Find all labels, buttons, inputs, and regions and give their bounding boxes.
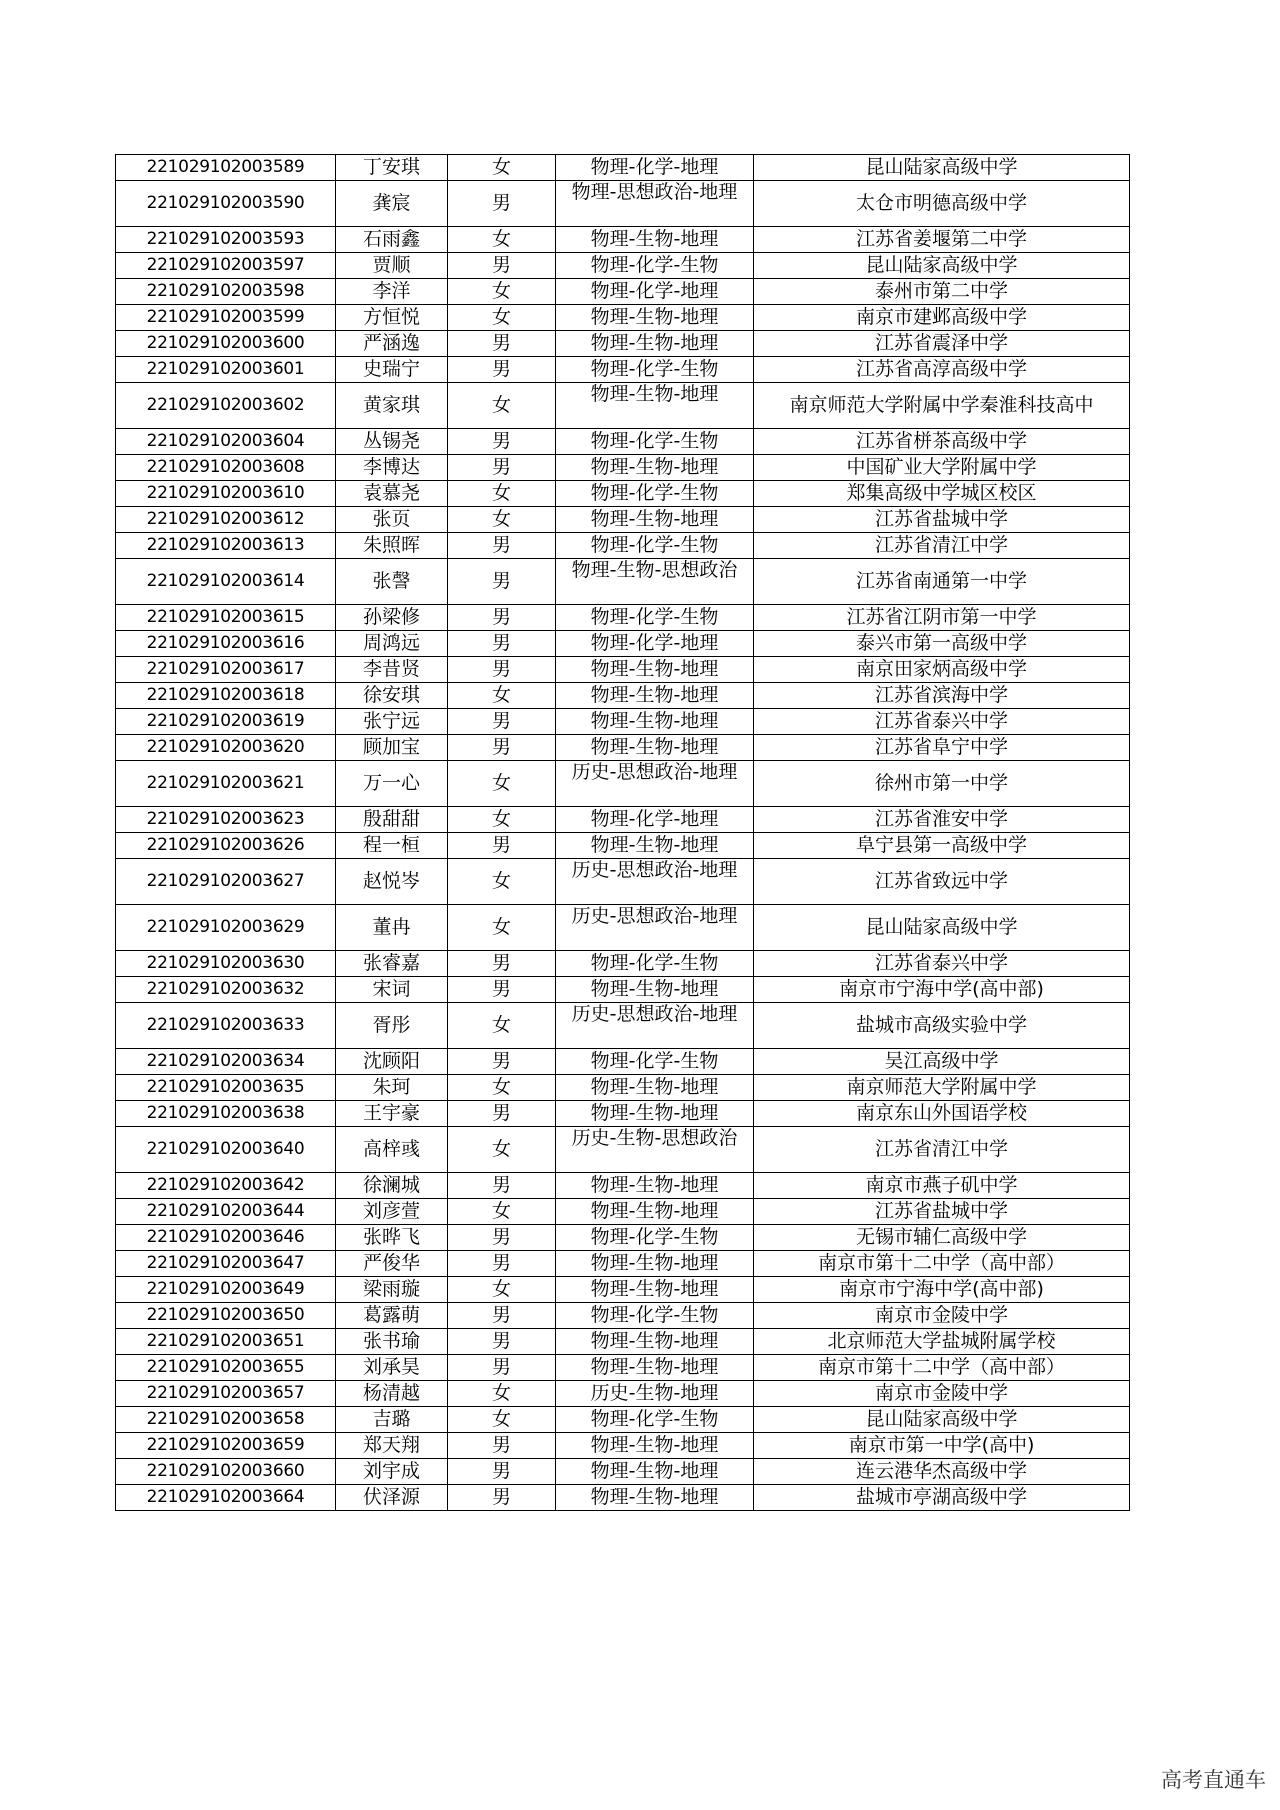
student-name-cell: 李洋 — [336, 279, 448, 305]
subjects-cell: 物理-生物-地理 — [556, 1355, 754, 1381]
student-id-cell: 221029102003647 — [116, 1251, 336, 1277]
subjects-cell: 物理-化学-生物 — [556, 1407, 754, 1433]
school-cell: 南京市金陵中学 — [754, 1303, 1130, 1329]
subjects-cell: 物理-生物-地理 — [556, 1277, 754, 1303]
student-id-cell: 221029102003610 — [116, 481, 336, 507]
subjects-text: 历史-思想政治-地理 — [571, 1004, 738, 1025]
school-cell: 南京市宁海中学(高中部) — [754, 1277, 1130, 1303]
school-cell: 中国矿业大学附属中学 — [754, 455, 1130, 481]
subjects-cell: 物理-化学-地理 — [556, 631, 754, 657]
table-row — [116, 1049, 1130, 1075]
school-cell: 吴江高级中学 — [754, 1049, 1130, 1075]
school-cell: 江苏省清江中学 — [754, 1127, 1130, 1173]
gender-cell: 女 — [448, 227, 556, 253]
student-id-cell: 221029102003602 — [116, 383, 336, 429]
table-row — [116, 1075, 1130, 1101]
table-row — [116, 905, 1130, 951]
school-cell: 江苏省江阴市第一中学 — [754, 605, 1130, 631]
student-id-cell: 221029102003613 — [116, 533, 336, 559]
school-cell: 盐城市亭湖高级中学 — [754, 1485, 1130, 1511]
table-row — [116, 155, 1130, 181]
subjects-cell: 物理-生物-地理 — [556, 455, 754, 481]
student-name-cell: 殷甜甜 — [336, 807, 448, 833]
school-cell: 南京田家炳高级中学 — [754, 657, 1130, 683]
gender-cell: 男 — [448, 429, 556, 455]
student-id-cell: 221029102003619 — [116, 709, 336, 735]
student-name-cell: 李博达 — [336, 455, 448, 481]
student-id-cell: 221029102003633 — [116, 1003, 336, 1049]
subjects-cell: 物理-生物-地理 — [556, 1251, 754, 1277]
gender-cell: 女 — [448, 507, 556, 533]
subjects-text: 历史-生物-思想政治 — [571, 1128, 738, 1149]
table-row — [116, 1251, 1130, 1277]
school-cell: 南京市宁海中学(高中部) — [754, 977, 1130, 1003]
school-cell: 徐州市第一中学 — [754, 761, 1130, 807]
school-cell: 江苏省姜堰第二中学 — [754, 227, 1130, 253]
student-id-cell: 221029102003659 — [116, 1433, 336, 1459]
student-id-cell: 221029102003597 — [116, 253, 336, 279]
table-row — [116, 1485, 1130, 1511]
school-cell: 无锡市辅仁高级中学 — [754, 1225, 1130, 1251]
student-name-cell: 沈顾阳 — [336, 1049, 448, 1075]
gender-cell: 男 — [448, 657, 556, 683]
school-cell: 昆山陆家高级中学 — [754, 155, 1130, 181]
subjects-cell: 物理-化学-地理 — [556, 807, 754, 833]
student-name-cell: 贾顺 — [336, 253, 448, 279]
school-cell: 昆山陆家高级中学 — [754, 905, 1130, 951]
table-row — [116, 833, 1130, 859]
school-cell: 江苏省阜宁中学 — [754, 735, 1130, 761]
school-cell: 南京师范大学附属中学秦淮科技高中 — [754, 383, 1130, 429]
table-row — [116, 357, 1130, 383]
school-cell: 江苏省泰兴中学 — [754, 709, 1130, 735]
gender-cell: 男 — [448, 1433, 556, 1459]
table-row — [116, 683, 1130, 709]
student-name-cell: 徐安琪 — [336, 683, 448, 709]
student-name-cell: 顾加宝 — [336, 735, 448, 761]
school-cell: 江苏省滨海中学 — [754, 683, 1130, 709]
student-name-cell: 朱照晖 — [336, 533, 448, 559]
student-id-cell: 221029102003660 — [116, 1459, 336, 1485]
table-row — [116, 1355, 1130, 1381]
subjects-cell: 物理-生物-地理 — [556, 1485, 754, 1511]
subjects-cell: 物理-化学-生物 — [556, 357, 754, 383]
table-row — [116, 631, 1130, 657]
student-name-cell: 高梓彧 — [336, 1127, 448, 1173]
school-cell: 昆山陆家高级中学 — [754, 1407, 1130, 1433]
student-name-cell: 张宁远 — [336, 709, 448, 735]
student-name-cell: 李昔贤 — [336, 657, 448, 683]
subjects-cell: 物理-生物-地理 — [556, 977, 754, 1003]
student-name-cell: 徐澜城 — [336, 1173, 448, 1199]
school-cell: 北京师范大学盐城附属学校 — [754, 1329, 1130, 1355]
table-row — [116, 253, 1130, 279]
table-row — [116, 331, 1130, 357]
student-id-cell: 221029102003618 — [116, 683, 336, 709]
table-row — [116, 657, 1130, 683]
table-row — [116, 1459, 1130, 1485]
student-name-cell: 刘承昊 — [336, 1355, 448, 1381]
subjects-cell: 物理-化学-生物 — [556, 1303, 754, 1329]
subjects-cell: 物理-生物-地理 — [556, 1459, 754, 1485]
student-name-cell: 龚宸 — [336, 181, 448, 227]
student-name-cell: 葛露萌 — [336, 1303, 448, 1329]
student-id-cell: 221029102003650 — [116, 1303, 336, 1329]
subjects-cell: 物理-生物-地理 — [556, 331, 754, 357]
student-name-cell: 严俊华 — [336, 1251, 448, 1277]
student-id-cell: 221029102003608 — [116, 455, 336, 481]
student-name-cell: 黄家琪 — [336, 383, 448, 429]
student-id-cell: 221029102003655 — [116, 1355, 336, 1381]
school-cell: 江苏省栟茶高级中学 — [754, 429, 1130, 455]
gender-cell: 女 — [448, 1075, 556, 1101]
subjects-cell: 物理-生物-地理 — [556, 1433, 754, 1459]
gender-cell: 男 — [448, 559, 556, 605]
student-name-cell: 程一桓 — [336, 833, 448, 859]
gender-cell: 男 — [448, 1225, 556, 1251]
student-id-cell: 221029102003627 — [116, 859, 336, 905]
subjects-cell: 物理-生物-地理 — [556, 833, 754, 859]
student-id-cell: 221029102003644 — [116, 1199, 336, 1225]
table-row — [116, 807, 1130, 833]
school-cell: 郑集高级中学城区校区 — [754, 481, 1130, 507]
school-cell: 江苏省南通第一中学 — [754, 559, 1130, 605]
table-row — [116, 1303, 1130, 1329]
subjects-cell: 物理-化学-生物 — [556, 533, 754, 559]
student-id-cell: 221029102003623 — [116, 807, 336, 833]
student-name-cell: 朱珂 — [336, 1075, 448, 1101]
gender-cell: 男 — [448, 735, 556, 761]
subjects-text: 历史-思想政治-地理 — [571, 860, 738, 881]
table-row — [116, 1127, 1130, 1173]
student-id-cell: 221029102003612 — [116, 507, 336, 533]
table-row — [116, 383, 1130, 429]
gender-cell: 男 — [448, 455, 556, 481]
gender-cell: 男 — [448, 1173, 556, 1199]
student-id-cell: 221029102003601 — [116, 357, 336, 383]
subjects-cell: 物理-生物-地理 — [556, 507, 754, 533]
gender-cell: 男 — [448, 533, 556, 559]
gender-cell: 女 — [448, 155, 556, 181]
student-id-cell: 221029102003634 — [116, 1049, 336, 1075]
subjects-cell — [556, 1127, 754, 1173]
subjects-text: 物理-生物-思想政治 — [571, 560, 738, 581]
student-name-cell: 梁雨璇 — [336, 1277, 448, 1303]
table-row — [116, 481, 1130, 507]
subjects-cell: 物理-生物-地理 — [556, 305, 754, 331]
student-id-cell: 221029102003598 — [116, 279, 336, 305]
subjects-cell: 物理-生物-地理 — [556, 1075, 754, 1101]
student-name-cell: 张睿嘉 — [336, 951, 448, 977]
student-id-cell: 221029102003589 — [116, 155, 336, 181]
student-name-cell: 张謦 — [336, 559, 448, 605]
table-row — [116, 1003, 1130, 1049]
table-row — [116, 305, 1130, 331]
table-row — [116, 1225, 1130, 1251]
school-cell: 江苏省致远中学 — [754, 859, 1130, 905]
student-name-cell: 袁慕尧 — [336, 481, 448, 507]
subjects-cell: 物理-化学-地理 — [556, 279, 754, 305]
gender-cell: 女 — [448, 305, 556, 331]
table-row — [116, 429, 1130, 455]
gender-cell: 女 — [448, 279, 556, 305]
student-id-cell: 221029102003664 — [116, 1485, 336, 1511]
subjects-cell — [556, 761, 754, 807]
table-row — [116, 735, 1130, 761]
student-id-cell: 221029102003651 — [116, 1329, 336, 1355]
gender-cell: 男 — [448, 253, 556, 279]
student-name-cell: 伏泽源 — [336, 1485, 448, 1511]
student-name-cell: 丁安琪 — [336, 155, 448, 181]
student-name-cell: 孙梁修 — [336, 605, 448, 631]
table-row — [116, 1407, 1130, 1433]
gender-cell: 女 — [448, 1407, 556, 1433]
school-cell: 泰州市第二中学 — [754, 279, 1130, 305]
gender-cell: 女 — [448, 905, 556, 951]
subjects-cell: 物理-化学-生物 — [556, 605, 754, 631]
school-cell: 泰兴市第一高级中学 — [754, 631, 1130, 657]
gender-cell: 男 — [448, 1459, 556, 1485]
table-row — [116, 709, 1130, 735]
school-cell: 江苏省盐城中学 — [754, 1199, 1130, 1225]
student-id-cell: 221029102003621 — [116, 761, 336, 807]
table-row — [116, 977, 1130, 1003]
student-name-cell: 杨清越 — [336, 1381, 448, 1407]
table-row — [116, 279, 1130, 305]
student-id-cell: 221029102003593 — [116, 227, 336, 253]
student-id-cell: 221029102003626 — [116, 833, 336, 859]
student-name-cell: 宋词 — [336, 977, 448, 1003]
student-id-cell: 221029102003620 — [116, 735, 336, 761]
gender-cell: 男 — [448, 357, 556, 383]
student-id-cell: 221029102003604 — [116, 429, 336, 455]
table-row — [116, 1433, 1130, 1459]
gender-cell: 男 — [448, 833, 556, 859]
gender-cell: 女 — [448, 807, 556, 833]
subjects-cell: 物理-生物-地理 — [556, 1173, 754, 1199]
table-row — [116, 507, 1130, 533]
school-cell: 江苏省淮安中学 — [754, 807, 1130, 833]
subjects-text: 物理-思想政治-地理 — [571, 182, 738, 203]
gender-cell: 男 — [448, 1303, 556, 1329]
table-row — [116, 1329, 1130, 1355]
student-id-cell: 221029102003617 — [116, 657, 336, 683]
table-row — [116, 859, 1130, 905]
student-name-cell: 刘彦萱 — [336, 1199, 448, 1225]
student-name-cell: 张页 — [336, 507, 448, 533]
table-row — [116, 951, 1130, 977]
student-id-cell: 221029102003630 — [116, 951, 336, 977]
subjects-cell: 物理-生物-地理 — [556, 227, 754, 253]
gender-cell: 女 — [448, 1381, 556, 1407]
table-row — [116, 1199, 1130, 1225]
student-name-cell: 王宇豪 — [336, 1101, 448, 1127]
student-name-cell: 史瑞宁 — [336, 357, 448, 383]
subjects-cell: 物理-化学-地理 — [556, 155, 754, 181]
subjects-cell: 历史-生物-地理 — [556, 1381, 754, 1407]
student-name-cell: 董冉 — [336, 905, 448, 951]
subjects-cell: 物理-化学-生物 — [556, 253, 754, 279]
student-id-cell: 221029102003638 — [116, 1101, 336, 1127]
table-body — [116, 155, 1130, 1511]
student-name-cell: 郑天翔 — [336, 1433, 448, 1459]
gender-cell: 男 — [448, 709, 556, 735]
table-row — [116, 605, 1130, 631]
subjects-cell — [556, 1003, 754, 1049]
subjects-cell — [556, 559, 754, 605]
subjects-cell — [556, 905, 754, 951]
school-cell: 江苏省清江中学 — [754, 533, 1130, 559]
school-cell: 阜宁县第一高级中学 — [754, 833, 1130, 859]
student-id-cell: 221029102003629 — [116, 905, 336, 951]
gender-cell: 男 — [448, 1329, 556, 1355]
subjects-cell: 物理-生物-地理 — [556, 1199, 754, 1225]
student-name-cell: 吉璐 — [336, 1407, 448, 1433]
school-cell: 江苏省泰兴中学 — [754, 951, 1130, 977]
gender-cell: 男 — [448, 951, 556, 977]
subjects-cell: 物理-化学-生物 — [556, 1225, 754, 1251]
gender-cell: 男 — [448, 1049, 556, 1075]
gender-cell: 女 — [448, 761, 556, 807]
subjects-cell: 物理-生物-地理 — [556, 1101, 754, 1127]
school-cell: 南京市燕子矶中学 — [754, 1173, 1130, 1199]
gender-cell: 男 — [448, 1355, 556, 1381]
student-id-cell: 221029102003615 — [116, 605, 336, 631]
gender-cell: 女 — [448, 1127, 556, 1173]
student-name-cell: 周鸿远 — [336, 631, 448, 657]
school-cell: 南京市建邺高级中学 — [754, 305, 1130, 331]
watermark: 高考直通车 — [1161, 1768, 1266, 1792]
student-id-cell: 221029102003614 — [116, 559, 336, 605]
school-cell: 南京市金陵中学 — [754, 1381, 1130, 1407]
table-row — [116, 181, 1130, 227]
subjects-cell: 物理-生物-地理 — [556, 709, 754, 735]
subjects-cell: 物理-生物-地理 — [556, 683, 754, 709]
gender-cell: 男 — [448, 331, 556, 357]
gender-cell: 男 — [448, 181, 556, 227]
student-id-cell: 221029102003658 — [116, 1407, 336, 1433]
student-id-cell: 221029102003590 — [116, 181, 336, 227]
gender-cell: 女 — [448, 683, 556, 709]
subjects-cell: 物理-化学-生物 — [556, 951, 754, 977]
gender-cell: 男 — [448, 977, 556, 1003]
student-id-cell: 221029102003635 — [116, 1075, 336, 1101]
table-row — [116, 1277, 1130, 1303]
subjects-cell — [556, 859, 754, 905]
school-cell: 盐城市高级实验中学 — [754, 1003, 1130, 1049]
student-id-cell: 221029102003616 — [116, 631, 336, 657]
table-row — [116, 761, 1130, 807]
gender-cell: 女 — [448, 383, 556, 429]
subjects-cell: 物理-生物-地理 — [556, 657, 754, 683]
school-cell: 南京市第一中学(高中) — [754, 1433, 1130, 1459]
subjects-cell: 物理-化学-生物 — [556, 481, 754, 507]
school-cell: 南京东山外国语学校 — [754, 1101, 1130, 1127]
gender-cell: 女 — [448, 1003, 556, 1049]
student-name-cell: 刘宇成 — [336, 1459, 448, 1485]
gender-cell: 女 — [448, 481, 556, 507]
table-row — [116, 1101, 1130, 1127]
table-row — [116, 455, 1130, 481]
student-id-cell: 221029102003657 — [116, 1381, 336, 1407]
table-row — [116, 227, 1130, 253]
school-cell: 江苏省震泽中学 — [754, 331, 1130, 357]
subjects-cell — [556, 181, 754, 227]
subjects-cell: 物理-生物-地理 — [556, 1329, 754, 1355]
subjects-cell: 物理-生物-地理 — [556, 735, 754, 761]
school-cell: 太仓市明德高级中学 — [754, 181, 1130, 227]
school-cell: 连云港华杰高级中学 — [754, 1459, 1130, 1485]
subjects-text: 历史-思想政治-地理 — [571, 762, 738, 783]
student-id-cell: 221029102003646 — [116, 1225, 336, 1251]
student-name-cell: 万一心 — [336, 761, 448, 807]
student-id-cell: 221029102003599 — [116, 305, 336, 331]
student-name-cell: 赵悦岑 — [336, 859, 448, 905]
student-id-cell: 221029102003632 — [116, 977, 336, 1003]
school-cell: 南京市第十二中学（高中部） — [754, 1251, 1130, 1277]
table-row — [116, 1381, 1130, 1407]
school-cell: 江苏省盐城中学 — [754, 507, 1130, 533]
gender-cell: 男 — [448, 1101, 556, 1127]
table-row — [116, 559, 1130, 605]
student-name-cell: 胥彤 — [336, 1003, 448, 1049]
student-name-cell: 方恒悦 — [336, 305, 448, 331]
subjects-text: 历史-思想政治-地理 — [571, 906, 738, 927]
table-row — [116, 533, 1130, 559]
school-cell: 南京师范大学附属中学 — [754, 1075, 1130, 1101]
subjects-cell: 物理-化学-生物 — [556, 429, 754, 455]
gender-cell: 女 — [448, 1199, 556, 1225]
student-id-cell: 221029102003640 — [116, 1127, 336, 1173]
student-id-cell: 221029102003649 — [116, 1277, 336, 1303]
student-name-cell: 张晔飞 — [336, 1225, 448, 1251]
student-name-cell: 张书瑜 — [336, 1329, 448, 1355]
student-id-cell: 221029102003642 — [116, 1173, 336, 1199]
subjects-cell — [556, 383, 754, 429]
gender-cell: 女 — [448, 859, 556, 905]
student-id-cell: 221029102003600 — [116, 331, 336, 357]
gender-cell: 男 — [448, 631, 556, 657]
gender-cell: 男 — [448, 1485, 556, 1511]
subjects-cell: 物理-化学-生物 — [556, 1049, 754, 1075]
school-cell: 昆山陆家高级中学 — [754, 253, 1130, 279]
gender-cell: 男 — [448, 605, 556, 631]
student-name-cell: 严涵逸 — [336, 331, 448, 357]
admission-list-table — [115, 154, 1130, 1511]
gender-cell: 男 — [448, 1251, 556, 1277]
school-cell: 南京市第十二中学（高中部） — [754, 1355, 1130, 1381]
subjects-text: 物理-生物-地理 — [590, 384, 719, 405]
gender-cell: 女 — [448, 1277, 556, 1303]
student-name-cell: 石雨鑫 — [336, 227, 448, 253]
student-name-cell: 丛锡尧 — [336, 429, 448, 455]
school-cell: 江苏省高淳高级中学 — [754, 357, 1130, 383]
table-row — [116, 1173, 1130, 1199]
